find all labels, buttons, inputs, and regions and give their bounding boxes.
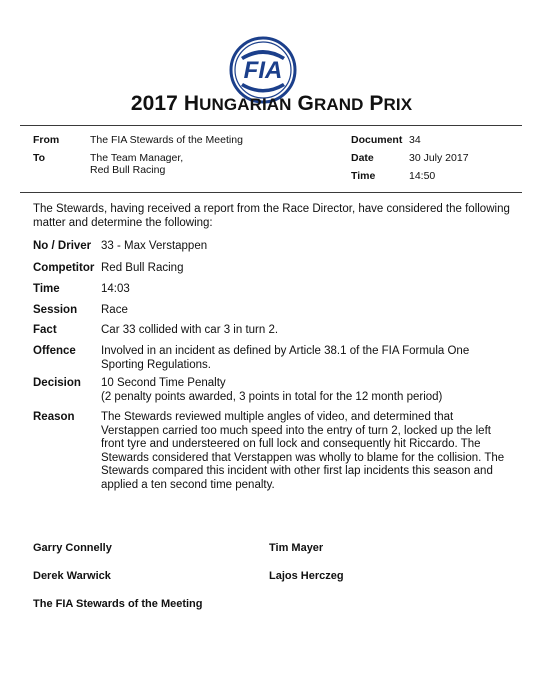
date-value: 30 July 2017 (409, 152, 469, 164)
offence-value: Involved in an incident as defined by Article 38.1 of the FIA Formula One Sporting Regulations. (101, 345, 470, 371)
driver-label: No / Driver (33, 240, 92, 252)
page-title: 2017 HUNGARIAN GRAND PRIX (130, 92, 413, 115)
steward-signature-3: Derek Warwick (33, 570, 111, 582)
offence-label: Offence (33, 345, 76, 357)
from-value: The FIA Stewards of the Meeting (90, 134, 243, 146)
fact-value: Car 33 collided with car 3 in turn 2. (101, 324, 279, 336)
to-label: To (33, 152, 46, 164)
to-value-line1: The Team Manager, (90, 152, 184, 164)
incident-time-value: 14:03 (101, 283, 130, 295)
time-label: Time (351, 170, 376, 182)
session-label: Session (33, 304, 78, 316)
decision-value-line2: (2 penalty points awarded, 3 points in total for the 12 month period) (101, 391, 443, 403)
steward-signature-1: Garry Connelly (33, 542, 112, 554)
from-label: From (33, 134, 60, 146)
reason-label: Reason (33, 411, 75, 423)
fact-label: Fact (33, 324, 57, 336)
steward-signature-4: Lajos Herczeg (269, 570, 344, 582)
signature-footer: The FIA Stewards of the Meeting (33, 598, 203, 610)
time-value: 14:50 (409, 170, 436, 182)
competitor-label: Competitor (33, 262, 95, 274)
header-bottom-rule (20, 192, 522, 193)
to-value-line2: Red Bull Racing (90, 164, 166, 176)
document-label: Document (351, 134, 403, 146)
steward-signature-2: Tim Mayer (269, 542, 324, 554)
header-top-rule (20, 125, 522, 126)
incident-time-label: Time (33, 283, 60, 295)
decision-label: Decision (33, 377, 81, 389)
document-value: 34 (409, 134, 421, 146)
driver-value: 33 - Max Verstappen (101, 240, 208, 252)
competitor-value: Red Bull Racing (101, 262, 184, 274)
decision-value-line1: 10 Second Time Penalty (101, 377, 226, 389)
svg-text:FIA: FIA (243, 57, 283, 84)
intro-paragraph: The Stewards, having received a report from the Race Director, have considered the following matter and determine the following: (33, 203, 510, 229)
reason-value: The Stewards reviewed multiple angles of video, and determined that Verstappen carried too much speed into the entry of turn 2, locked up the left front tyre and understeered on full lock and consequently hit Riccardo. The Stewards considered that Verstappen was wholly to blame for the collision. The Stewards compared this incident with other first lap incidents this season and applied a ten second time penalty. (101, 411, 505, 491)
session-value: Race (101, 304, 128, 316)
date-label: Date (351, 152, 374, 164)
